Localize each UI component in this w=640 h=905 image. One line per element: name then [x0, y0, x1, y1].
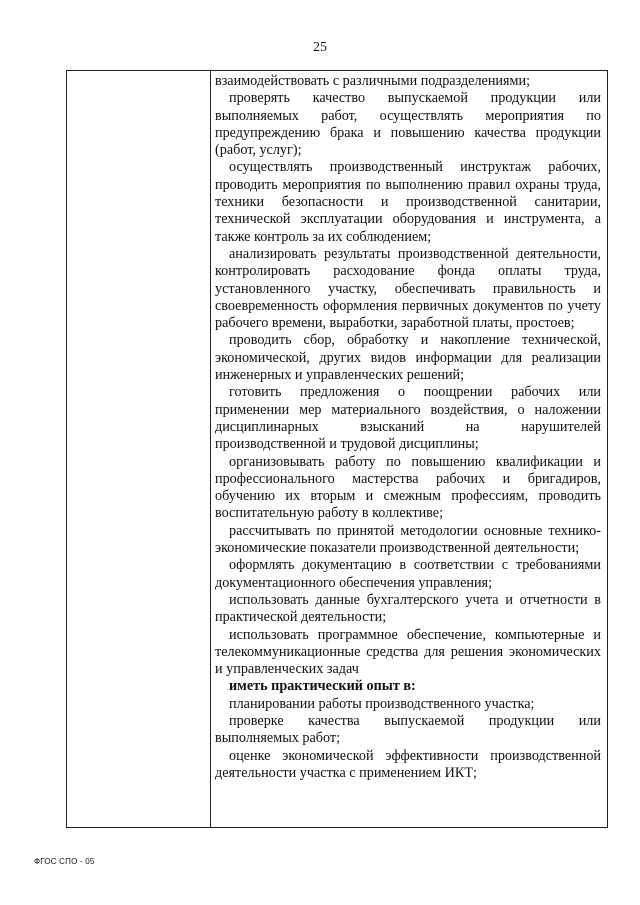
skill-item: организовывать работу по повышению квалификации и профессионального мастерства рабочих и бригадиров, обучению их вторым и смежным профессиям, проводить воспитательную работу в коллективе; [215, 453, 601, 522]
experience-item: планировании работы производственного участка; [229, 695, 535, 712]
skill-item: оформлять документацию в соответствии с требованиями документационного обеспечения управления; [215, 557, 601, 591]
standard-table [66, 70, 608, 828]
skill-item: проверять качество выпускаемой продукции или выполняемых работ, осуществлять мероприятия по предупреждению брака и повышению качества продукции (работ, услуг); [215, 90, 601, 159]
experience-item: оценке экономической эффективности производственной деятельности участка с применением ИКТ; [215, 747, 601, 781]
skill-item: использовать данные бухгалтерского учета и отчетности в практической деятельности; [215, 591, 601, 626]
table-right-column [211, 71, 607, 827]
page-number: 25 [313, 40, 327, 55]
experience-heading: иметь практический опыт в: [229, 678, 416, 695]
skill-item: готовить предложения о поощрении рабочих или применении мер материального воздействия, о наложении дисциплинарных взысканий на нарушителей производственной и трудовой дисциплины; [215, 384, 601, 453]
skill-item: взаимодействовать с различными подразделениями; [215, 73, 531, 89]
skill-item: анализировать результаты производственной деятельности, контролировать расходование фонда оплаты труда, установленного участку, обеспечивать правильность и своевременность оформления первичных документов по учету рабочего времени, выработки, заработной платы, простоев; [215, 245, 601, 332]
skill-item: рассчитывать по принятой методологии основные технико-экономические показатели производственной деятельности; [215, 522, 601, 557]
skill-item: проводить сбор, обработку и накопление технической, экономической, других видов информации для реализации инженерных и управленческих решений; [215, 332, 601, 384]
page-footer: ФГОС СПО - 05 [34, 857, 95, 866]
experience-item: проверке качества выпускаемой продукции или выполняемых работ; [215, 712, 601, 747]
skill-item: использовать программное обеспечение, компьютерные и телекоммуникационные средства для решения экономических и управленческих задач [215, 626, 601, 678]
skill-item: осуществлять производственный инструктаж рабочих, проводить мероприятия по выполнению правил охраны труда, техники безопасности и производственной санитарии, технической эксплуатации оборудования и инструмента, а также контроль за их соблюдением; [215, 159, 601, 245]
table-left-column [67, 71, 211, 827]
